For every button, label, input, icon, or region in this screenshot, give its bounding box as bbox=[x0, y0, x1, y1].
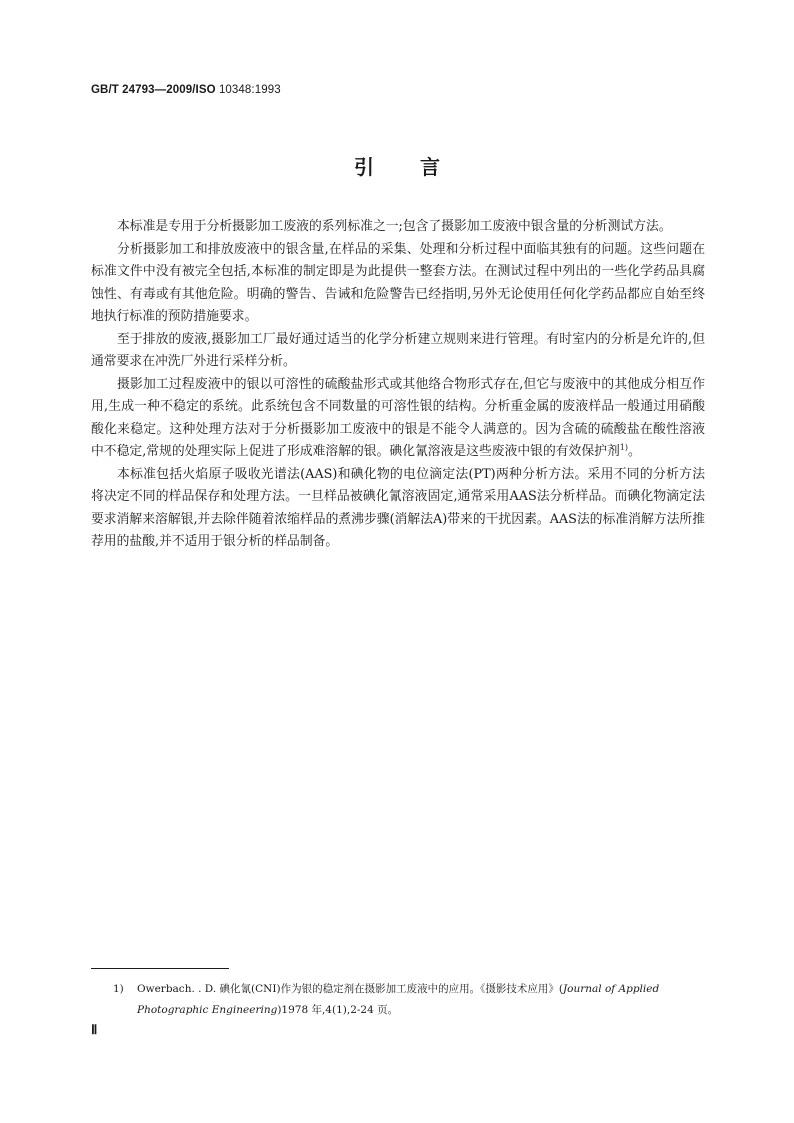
footnote-journal-name: Journal of Applied bbox=[562, 983, 660, 995]
paragraph-3: 至于排放的废液,摄影加工厂最好通过适当的化学分析建立规则来进行管理。有时室内的分析是允许的,但通常要求在冲洗厂外进行采样分析。 bbox=[91, 331, 705, 369]
footnote-text-part2: )1978 年,4(1),2-24 页。 bbox=[277, 1004, 399, 1016]
paragraph-4-text: 摄影加工过程废液中的银以可溶性的硫酸盐形式或其他络合物形式存在,但它与废液中的其他成分相互作用,生成一种不稳定的系统。此系统包含不同数量的可溶性银的结构。分析重金属的废液样品一般通过用硝酸酸化来稳定。这种处理方法对于分析摄影加工废液中的银是不能令人满意的。因为含硫的硫酸盐在酸性溶液中不稳定,常规的处理实际上促进了形成难溶解的银。碘化氰溶液是这些废液中银的有效保护剂 bbox=[91, 376, 705, 459]
paragraph-1: 本标准是专用于分析摄影加工废液的系列标准之一;包含了摄影加工废液中银含量的分析测试方法。 bbox=[117, 219, 672, 234]
paragraph-4-end: 。 bbox=[627, 444, 641, 459]
footnote-reference[interactable]: 1) bbox=[619, 443, 628, 452]
document-header bbox=[91, 84, 281, 96]
paragraph-5: 本标准包括火焰原子吸收光谱法(AAS)和碘化物的电位滴定法(PT)两种分析方法。采用不同的分析方法将决定不同的样品保存和处理方法。一旦样品被碘化氰溶液固定,通常采用AAS法分析样品。而碘化物滴定法要求消解来溶解银,并去除伴随着浓缩样品的煮沸步骤(消解法A)带来的干扰因素。AAS法的标准消解方法所推荐用的盐酸,并不适用于银分析的样品制备。 bbox=[91, 466, 705, 549]
standard-code: GB/T 24793—2009/ISO bbox=[91, 84, 216, 96]
footnote-line-2 bbox=[113, 1000, 705, 1021]
footnote-line-1 bbox=[113, 979, 705, 1000]
footnote bbox=[113, 979, 705, 1021]
iso-reference: 10348:1993 bbox=[218, 84, 281, 96]
paragraph-2: 分析摄影加工和排放废液中的银含量,在样品的采集、处理和分析过程中面临其独有的问题。这些问题在标准文件中没有被完全包括,本标准的制定即是为此提供一整套方法。在测试过程中列出的一些化学药品具腐蚀性、有毒或有其他危险。明确的警告、告诫和危险警告已经指明,另外无论使用任何化学药品都应自始至终地执行标准的预防措施要求。 bbox=[91, 241, 705, 324]
introduction-body bbox=[91, 216, 705, 554]
page-title: 引言 bbox=[354, 155, 486, 179]
footnote-journal-name-cont: Photographic Engineering bbox=[137, 1004, 278, 1016]
footnote-divider bbox=[91, 968, 229, 969]
footnote-number: 1) bbox=[113, 983, 124, 995]
paragraph-4 bbox=[91, 374, 705, 464]
footnote-text-part1: Owerbach. . D. 碘化氰(CNI)作为银的稳定剂在摄影加工废液中的应用。《摄影技术应用》( bbox=[137, 983, 563, 995]
page-number: Ⅱ bbox=[91, 1022, 98, 1037]
